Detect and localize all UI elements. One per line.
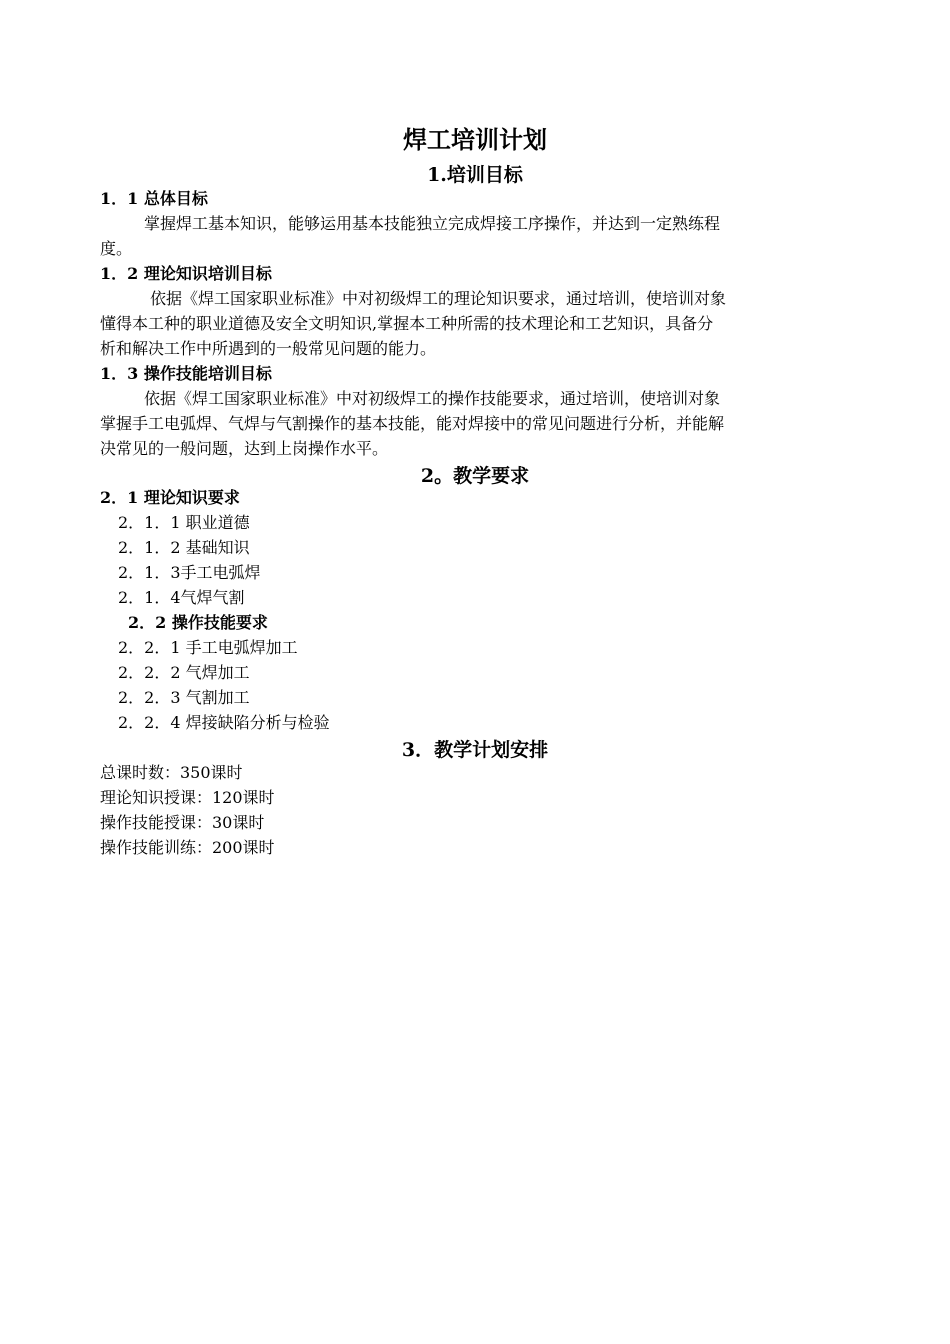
section1-heading: 1.培训目标 xyxy=(427,164,523,186)
schedule-line-skill-teaching: 操作技能授课：30课时 xyxy=(100,813,265,832)
sub1-2-heading: 1．2 理论知识培训目标 xyxy=(100,264,272,283)
sub2-2-item: 2．2．1 手工电弧焊加工 xyxy=(118,638,298,657)
sub2-1-item: 2．1．4气焊气割 xyxy=(118,588,245,607)
sub2-2-heading: 2．2 操作技能要求 xyxy=(128,613,268,632)
sub1-1-text-line1: 掌握焊工基本知识，能够运用基本技能独立完成焊接工序操作，并达到一定熟练程 xyxy=(144,214,721,233)
schedule-line-total: 总课时数：350课时 xyxy=(100,763,243,782)
sub1-1-heading: 1．1 总体目标 xyxy=(100,189,208,208)
sub2-1-item: 2．1．3手工电弧焊 xyxy=(118,563,261,582)
section2-heading: 2。教学要求 xyxy=(420,465,530,487)
schedule-line-theory: 理论知识授课：120课时 xyxy=(100,788,275,807)
sub1-2-text-line1: 依据《焊工国家职业标准》中对初级焊工的理论知识要求，通过培训，使培训对象 xyxy=(150,289,727,308)
sub1-2-text-line3: 析和解决工作中所遇到的一般常见问题的能力。 xyxy=(100,339,437,358)
sub2-1-item: 2．1．1 职业道德 xyxy=(118,513,250,532)
sub1-1-text-line2: 度。 xyxy=(100,239,133,258)
sub1-3-text-line1: 依据《焊工国家职业标准》中对初级焊工的操作技能要求，通过培训，使培训对象 xyxy=(144,389,721,408)
sub1-3-text-line2: 掌握手工电弧焊、气焊与气割操作的基本技能，能对焊接中的常见问题进行分析，并能解 xyxy=(100,414,725,433)
section3-heading: 3．教学计划安排 xyxy=(401,739,549,761)
schedule-line-skill-training: 操作技能训练：200课时 xyxy=(100,838,275,857)
document-title: 焊工培训计划 xyxy=(403,125,547,154)
sub2-2-item: 2．2．2 气焊加工 xyxy=(118,663,250,682)
sub1-3-heading: 1．3 操作技能培训目标 xyxy=(100,364,272,383)
sub1-2-text-line2: 懂得本工种的职业道德及安全文明知识,掌握本工种所需的技术理论和工艺知识，具备分 xyxy=(100,314,714,333)
sub2-2-item: 2．2．4 焊接缺陷分析与检验 xyxy=(118,713,330,732)
sub2-1-heading: 2．1 理论知识要求 xyxy=(100,488,240,507)
sub2-1-item: 2．1．2 基础知识 xyxy=(118,538,250,557)
sub2-2-item: 2．2．3 气割加工 xyxy=(118,688,250,707)
sub1-3-text-line3: 决常见的一般问题，达到上岗操作水平。 xyxy=(100,439,389,458)
